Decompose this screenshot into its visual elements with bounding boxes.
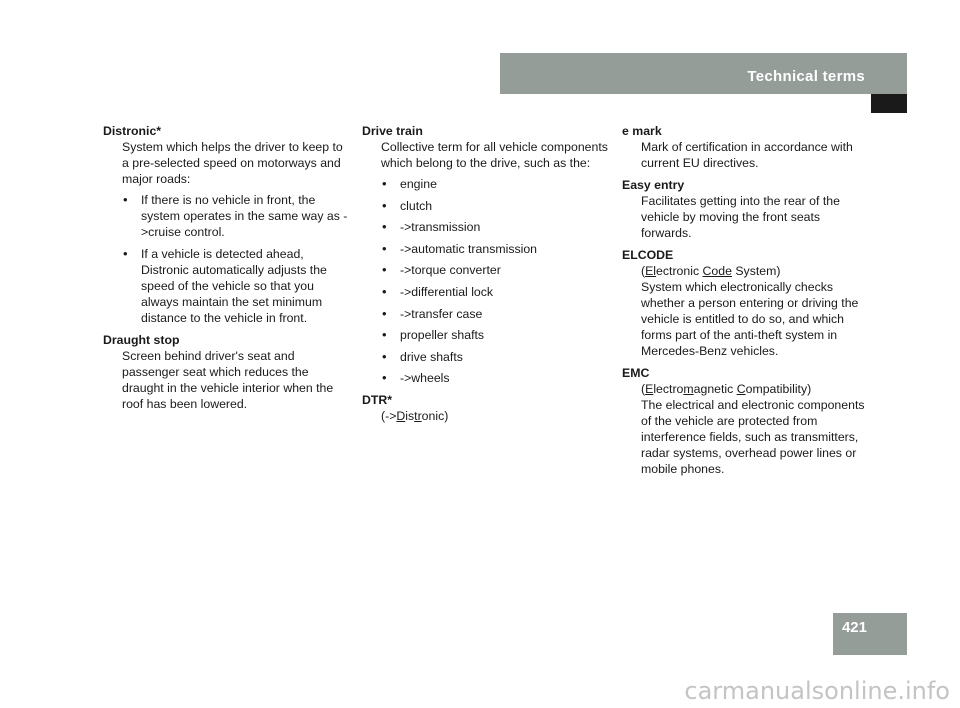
section-title: Technical terms xyxy=(747,68,865,85)
emc-abbr-ompatibility: ompatibility) xyxy=(745,382,812,396)
page-number: 421 xyxy=(841,619,867,636)
dtr-reference xyxy=(362,408,612,424)
elcode-abbreviation xyxy=(622,263,872,279)
emc-abbr-lectro: lectro xyxy=(653,382,684,396)
list-item: • ->transfer case xyxy=(381,306,612,322)
dtr-ref-prefix: (-> xyxy=(381,409,397,424)
term-drive-train: Drive train xyxy=(362,124,423,138)
watermark-text: carmanualsonline.info xyxy=(684,677,950,705)
term-e-mark: e mark xyxy=(622,124,662,138)
desc-emc: The electrical and electronic components of the vehicle are protected from interference fields, such as transmitters, radar systems, overhead power lines or mobile phones. xyxy=(641,398,865,476)
distronic-bullet-list xyxy=(103,192,353,326)
dtr-ref-abbr-d: D xyxy=(396,409,406,424)
page-number-box xyxy=(833,613,907,655)
dtr-ref-end: onic) xyxy=(421,409,449,424)
term-emc: EMC xyxy=(622,366,650,380)
list-item: • If there is no vehicle in front, the system operates in the same way as ->cruise control. xyxy=(122,192,353,240)
term-distronic: Distronic* xyxy=(103,124,162,138)
entry-e-mark xyxy=(622,123,872,171)
header-bar xyxy=(500,53,907,94)
list-item: • ->differential lock xyxy=(381,284,612,300)
list-item: • If a vehicle is detected ahead, Distronic automatically adjusts the speed of the vehicle so that you always maintain the set minimum distance to the vehicle in front. xyxy=(122,246,353,326)
entry-draught-stop xyxy=(103,332,353,412)
desc-draught-stop: Screen behind driver's seat and passenger seat which reduces the draught in the vehicle interior when the roof has been lowered. xyxy=(122,348,334,411)
emc-abbr-m: m xyxy=(683,382,694,396)
list-item: • drive shafts xyxy=(381,349,612,365)
entry-easy-entry xyxy=(622,177,872,241)
entry-drive-train xyxy=(362,123,612,386)
dtr-ref-abbr-tr: tr xyxy=(414,409,422,424)
section-tab-marker xyxy=(871,94,907,113)
desc-distronic: System which helps the driver to keep to a pre-selected speed on motorways and major roads: xyxy=(122,140,343,186)
elcode-abbr-rest: ectronic xyxy=(656,264,703,278)
dtr-ref-mid: is xyxy=(405,409,415,424)
column-1 xyxy=(103,123,353,418)
elcode-abbr-open: ( xyxy=(641,264,646,278)
column-3 xyxy=(622,123,872,483)
desc-elcode: System which electronically checks whether a person entering or driving the vehicle is entitled to do so, and which forms part of the anti-theft system in Mercedes-Benz vehicles. xyxy=(641,280,859,358)
list-item: • clutch xyxy=(381,198,612,214)
desc-drive-train: Collective term for all vehicle components which belong to the drive, such as the: xyxy=(381,140,608,170)
list-item: • ->transmission xyxy=(381,219,612,235)
list-item: • ->torque converter xyxy=(381,262,612,278)
elcode-abbr-el: El xyxy=(645,264,657,278)
emc-abbr-c: C xyxy=(736,382,746,396)
emc-abbr-agnetic: agnetic xyxy=(693,382,737,396)
term-draught-stop: Draught stop xyxy=(103,332,180,347)
term-elcode: ELCODE xyxy=(622,248,674,262)
entry-elcode xyxy=(622,247,872,359)
emc-abbr-e: E xyxy=(645,382,654,396)
list-item: • ->wheels xyxy=(381,370,612,386)
desc-e-mark: Mark of certification in accordance with current EU directives. xyxy=(641,140,853,170)
list-item: • ->automatic transmission xyxy=(381,241,612,257)
emc-abbreviation xyxy=(622,381,872,397)
elcode-abbr-end: System) xyxy=(731,264,781,278)
term-easy-entry: Easy entry xyxy=(622,178,685,192)
drive-train-bullet-list xyxy=(362,176,612,386)
entry-dtr xyxy=(362,392,612,424)
emc-abbr-open: ( xyxy=(641,382,646,396)
entry-emc xyxy=(622,365,872,477)
entry-distronic xyxy=(103,123,353,326)
list-item: • propeller shafts xyxy=(381,327,612,343)
elcode-abbr-code: Code xyxy=(702,264,732,278)
list-item: • engine xyxy=(381,176,612,192)
column-2 xyxy=(362,123,612,430)
desc-easy-entry: Facilitates getting into the rear of the vehicle by moving the front seats forwards. xyxy=(641,194,840,240)
term-dtr: DTR* xyxy=(362,393,393,408)
